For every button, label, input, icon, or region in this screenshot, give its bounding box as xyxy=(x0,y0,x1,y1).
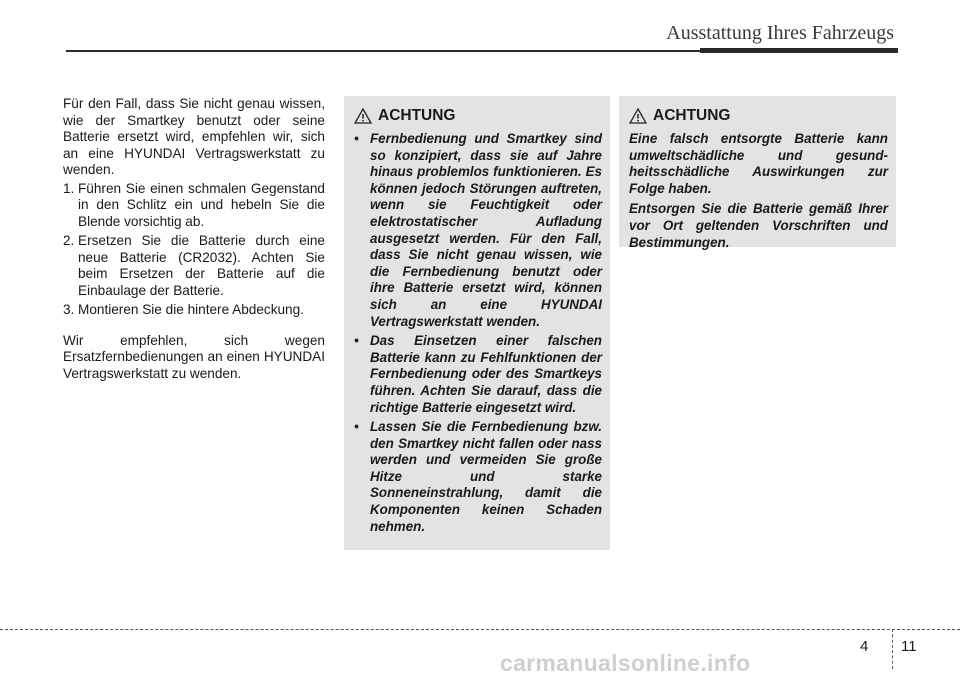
bullet-text: Das Einsetzen einer falschen Batterie kann zu Fehlfunktionen der Fernbedienung oder des Smartkeys führen. Achten Sie darauf, dass die richtige Batterie eingesetzt wird. xyxy=(370,333,602,415)
step-item xyxy=(63,181,325,231)
left-column xyxy=(63,96,325,384)
closing-paragraph: Wir empfehlen, sich wegen Ersatzfernbedienungen an einen HYUNDAI Vertragswerkstatt zu wenden. xyxy=(63,332,325,381)
bullet-dot: • xyxy=(354,333,359,349)
caution-bullet xyxy=(354,131,602,330)
warning-triangle-icon xyxy=(354,108,372,124)
chapter-number: 4 xyxy=(860,638,869,655)
caution-box-remote xyxy=(344,96,610,550)
step-number: 2. xyxy=(63,233,75,248)
bullet-dot: • xyxy=(354,419,359,435)
caution-title: ACHTUNG xyxy=(653,107,731,124)
caution-paragraph: Entsorgen Sie die Batterie gemäß Ihrer vor Ort geltenden Vorschriften und Bestimmungen. xyxy=(629,201,888,250)
bullet-text: Fernbedienung und Smartkey sind so konzipiert, dass sie auf Jahre hinaus problemlos funktionieren. Es können jedoch Störungen auftreten, wenn sie Feuchtigkeit oder elektrostatischer Aufladung ausgesetzt werden. Für den Fall, dass Sie nicht genau wissen, wie die Fernbedienung benutzt oder ihre Batterie ersetzt wird, können sich an eine HYUNDAI Vertragswerkstatt wenden. xyxy=(370,131,602,329)
caution-title: ACHTUNG xyxy=(378,107,456,124)
intro-paragraph: Für den Fall, dass Sie nicht genau wissen, wie der Smartkey benutzt oder seine Batterie ersetzt wird, empfehlen wir, sich an eine HYUNDAI Vertragswerkstatt zu wenden. xyxy=(63,96,325,177)
page-number: 11 xyxy=(901,638,917,655)
caution-bullet xyxy=(354,333,602,416)
watermark: carmanualsonline.info xyxy=(500,650,751,676)
caution-header xyxy=(344,96,610,127)
step-text: Montieren Sie die hintere Abdeckung. xyxy=(78,302,304,317)
step-text: Ersetzen Sie die Batterie durch eine neue Batterie (CR2032). Achten Sie beim Ersetzen der Batterie auf die Einbaulage der Batterie. xyxy=(78,233,325,298)
caution-body xyxy=(344,131,610,535)
footer-rule xyxy=(0,629,960,630)
caution-box-disposal xyxy=(619,96,896,250)
bullet-text: Lassen Sie die Fernbedienung bzw. den Smartkey nicht fallen oder nass werden und vermeiden Sie große Hitze und starke Sonneneinstrahlung, damit die Komponenten keinen Schaden nehmen. xyxy=(370,419,602,534)
bullet-dot: • xyxy=(354,131,359,146)
step-number: 3. xyxy=(63,302,75,317)
page-header-title: Ausstattung Ihres Fahrzeugs xyxy=(666,22,894,44)
caution-header xyxy=(619,96,896,127)
footer-divider xyxy=(892,629,893,669)
caution-paragraph: Eine falsch entsorgte Batterie kann umweltschädliche und gesund-heitsschädliche Auswirkungen zur Folge haben. xyxy=(629,131,888,196)
step-number: 1. xyxy=(63,180,75,196)
caution-bullet xyxy=(354,419,602,535)
step-text: Führen Sie einen schmalen Gegenstand in den Schlitz ein und hebeln Sie die Blende vorsichtig ab. xyxy=(78,180,325,229)
step-item xyxy=(63,233,325,299)
caution-body xyxy=(619,131,896,251)
step-item xyxy=(63,302,325,319)
header-rule-accent xyxy=(700,48,898,53)
warning-triangle-icon xyxy=(629,108,647,124)
